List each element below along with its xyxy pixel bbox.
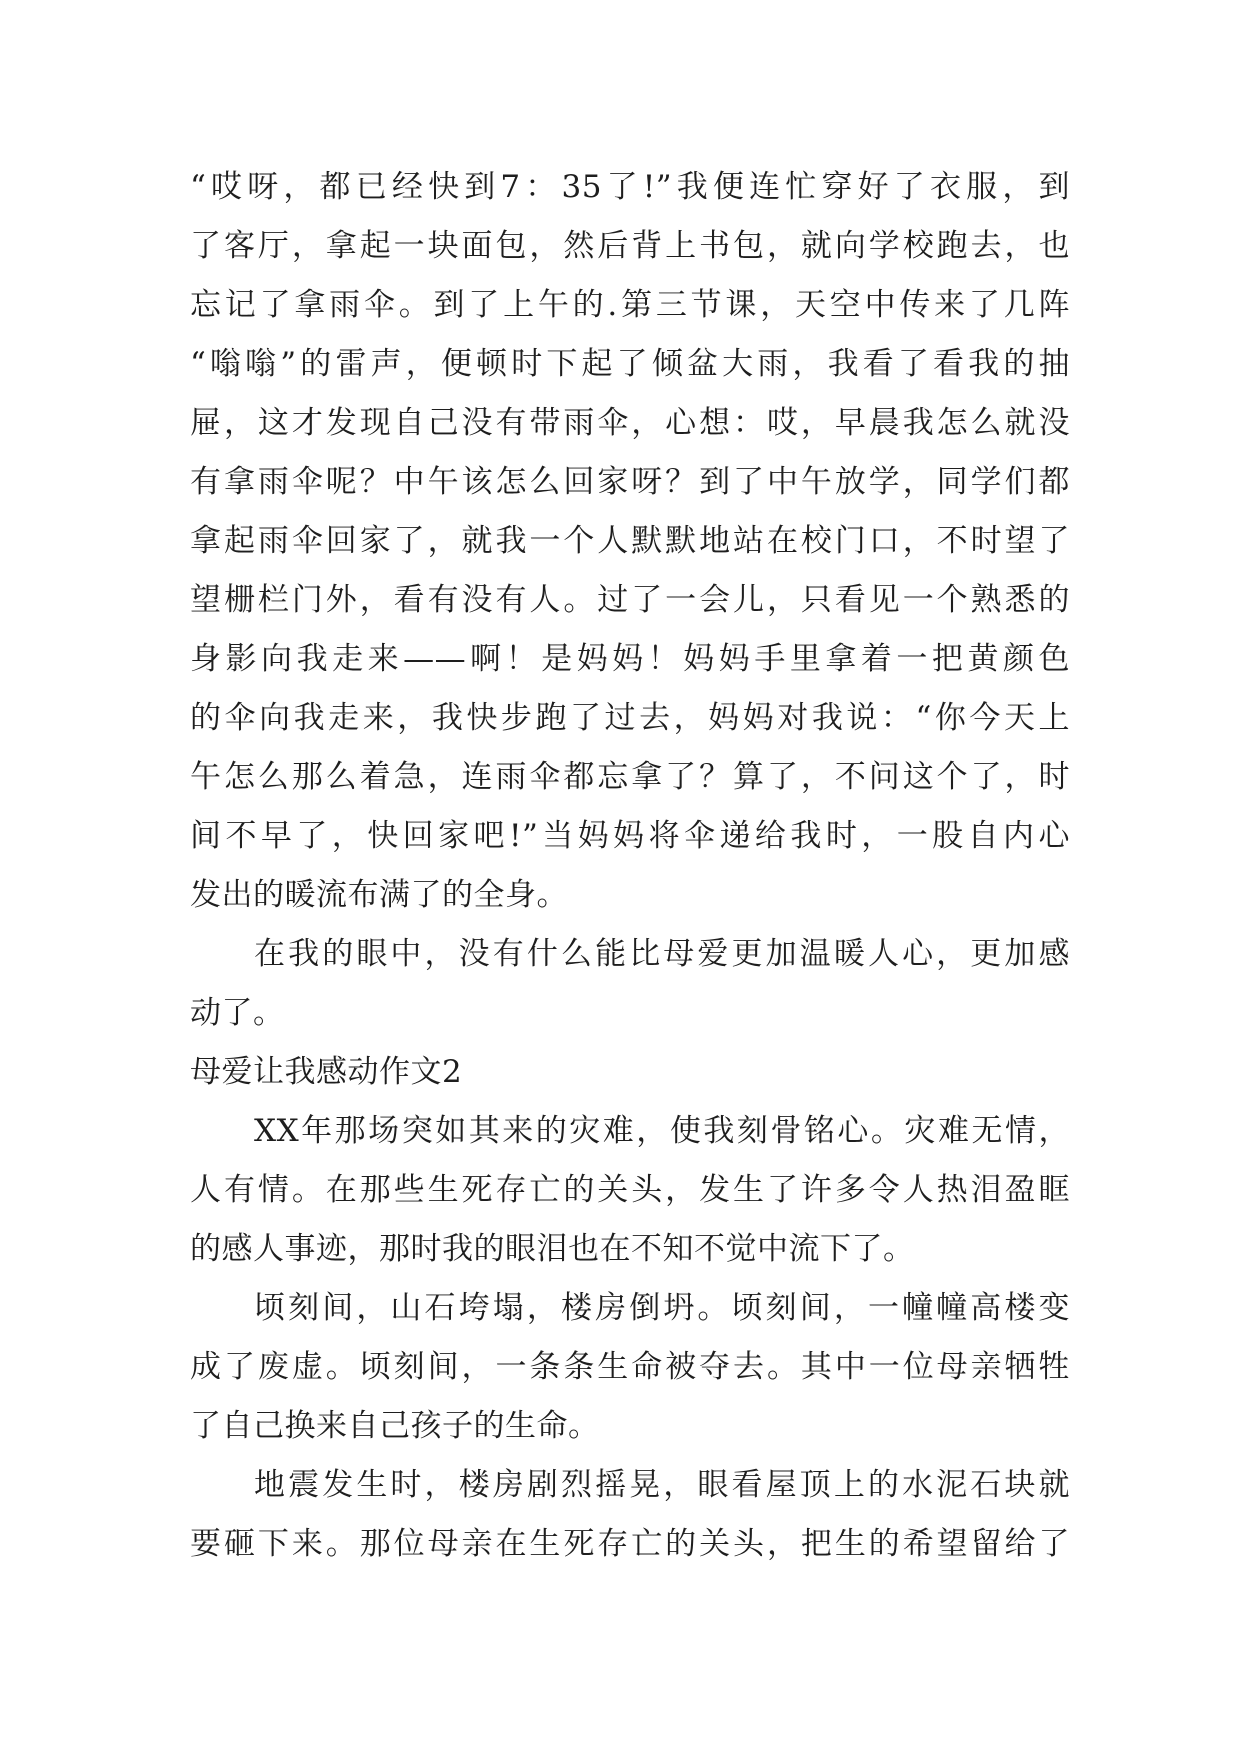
text-line: XX年那场突如其来的灾难，使我刻骨铭心。灾难无情， xyxy=(254,1113,1070,1149)
text-line: 的伞向我走来，我快步跑了过去，妈妈对我说：“你今天上 xyxy=(190,700,1070,736)
text-line: “哎呀，都已经快到7：35了!”我便连忙穿好了衣服，到 xyxy=(190,169,1070,205)
text-line: 拿起雨伞回家了，就我一个人默默地站在校门口，不时望了 xyxy=(190,523,1070,559)
text-line: 了客厅，拿起一块面包，然后背上书包，就向学校跑去，也 xyxy=(190,228,1070,264)
text-line: 动了。 xyxy=(190,995,285,1031)
text-line: 有拿雨伞呢？中午该怎么回家呀？到了中午放学，同学们都 xyxy=(190,464,1070,500)
text-line: 顷刻间，山石垮塌，楼房倒坍。顷刻间，一幢幢高楼变 xyxy=(254,1290,1070,1326)
text-line: 发出的暖流布满了的全身。 xyxy=(190,877,568,913)
text-line: 要砸下来。那位母亲在生死存亡的关头，把生的希望留给了 xyxy=(190,1526,1070,1562)
text-line: 成了废虚。顷刻间，一条条生命被夺去。其中一位母亲牺牲 xyxy=(190,1349,1070,1385)
text-line: 地震发生时，楼房剧烈摇晃，眼看屋顶上的水泥石块就 xyxy=(254,1467,1070,1503)
text-line: 身影向我走来——啊！是妈妈！妈妈手里拿着一把黄颜色 xyxy=(190,641,1070,677)
text-line: 间不早了，快回家吧!”当妈妈将伞递给我时，一股自内心 xyxy=(190,818,1070,854)
text-line: 忘记了拿雨伞。到了上午的.第三节课，天空中传来了几阵 xyxy=(190,287,1070,323)
text-line: 人有情。在那些生死存亡的关头，发生了许多令人热泪盈眶 xyxy=(190,1172,1070,1208)
text-line: “嗡嗡”的雷声，便顿时下起了倾盆大雨，我看了看我的抽 xyxy=(190,346,1070,382)
text-line: 午怎么那么着急，连雨伞都忘拿了？算了，不问这个了，时 xyxy=(190,759,1070,795)
essay-body xyxy=(190,158,1070,1574)
text-line: 的感人事迹，那时我的眼泪也在不知不觉中流下了。 xyxy=(190,1231,915,1267)
essay-heading: 母爱让我感动作文2 xyxy=(190,1054,463,1090)
text-line: 了自己换来自己孩子的生命。 xyxy=(190,1408,600,1444)
text-line: 在我的眼中，没有什么能比母爱更加温暖人心，更加感 xyxy=(254,936,1070,972)
text-line: 望栅栏门外，看有没有人。过了一会儿，只看见一个熟悉的 xyxy=(190,582,1070,618)
text-line: 屉，这才发现自己没有带雨伞，心想：哎，早晨我怎么就没 xyxy=(190,405,1070,441)
